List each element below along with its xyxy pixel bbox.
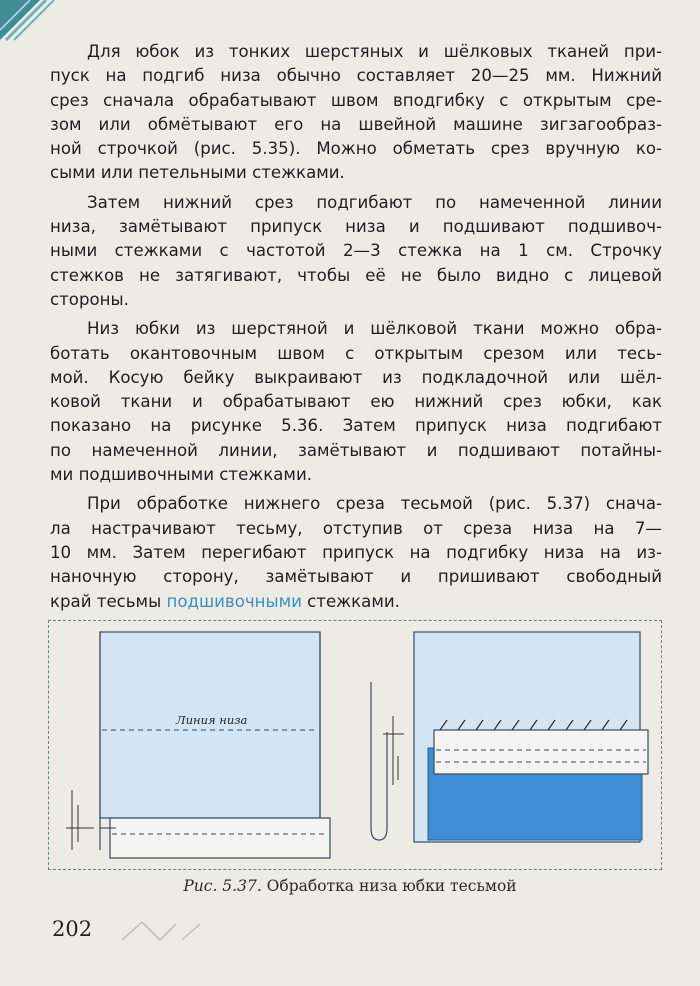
text-fragment: край тесьмы: [50, 591, 167, 611]
figure-illustration: [48, 620, 662, 870]
text-line: Низ юбки из шерстяной и шёлковой ткани можно обра-: [87, 319, 662, 339]
text-line: 10 мм. Затем перегибают припуск на подгибку низа на из-: [50, 542, 662, 562]
text-line: Затем нижний срез подгибают по намеченной линии: [87, 192, 662, 212]
text-line: ными стежками с частотой 2—3 стежка на 1 см. Строчку: [50, 241, 662, 261]
paragraph-1: [50, 40, 662, 186]
text-line: стежков не затягивают, чтобы её не было видно с лицевой: [50, 265, 662, 285]
right-diagram: [414, 632, 648, 842]
text-fragment: стежками.: [301, 591, 400, 611]
page-number: 202: [52, 917, 93, 941]
text-line: При обработке нижнего среза тесьмой (рис. 5.37) снача-: [87, 494, 662, 514]
paragraph-2: [50, 191, 662, 312]
text-line: показано на рисунке 5.36. Затем припуск низа подгибают: [50, 416, 662, 436]
text-line: наночную сторону, замётывают и пришивают свободный: [50, 567, 662, 587]
text-line: низа, замётывают припуск низа и подшивают подшивоч-: [50, 217, 662, 237]
text-line: ботать окантовочным швом с открытым срезом или тесь-: [50, 343, 662, 363]
decorative-lines: [120, 918, 210, 944]
text-line: Для юбок из тонких шерстяных и шёлковых тканей при-: [87, 42, 662, 61]
tape-strip: [110, 818, 330, 858]
text-line: по намеченной линии, замётывают и подшивают потайны-: [50, 440, 662, 460]
text-line: пуск на подгиб низа обычно составляет 20—25 мм. Нижний: [50, 66, 662, 86]
highlighted-term: подшивочными: [166, 591, 302, 611]
fold-loop: [371, 682, 387, 840]
caption-number: Рис. 5.37.: [183, 877, 262, 895]
hem-line-label: Линия низа: [176, 713, 248, 727]
text-line: [50, 590, 662, 614]
text-line: ковой ткани и обрабатывают ею нижний срез юбки, как: [50, 392, 662, 412]
left-diagram: [66, 632, 330, 858]
text-line: стороны.: [50, 289, 129, 309]
text-line: ла настрачивают тесьму, отступив от среза низа на 7—: [50, 518, 662, 538]
text-line: ной строчкой (рис. 5.35). Можно обметать срез вручную ко-: [50, 139, 662, 159]
text-line: ми подшивочными стежками.: [50, 465, 312, 485]
paragraph-3: [50, 317, 662, 487]
text-line: мой. Косую бейку выкраивают из подкладочной или шёл-: [50, 367, 662, 387]
text-line: сыми или петельными стежками.: [50, 163, 345, 183]
figure-caption: [0, 877, 700, 895]
paragraph-4: [50, 492, 662, 613]
tape-strip-right: [434, 730, 648, 774]
caption-text: Обработка низа юбки тесьмой: [261, 877, 517, 895]
middle-diagram: [371, 682, 404, 840]
body-text: [50, 40, 662, 619]
text-line: срез сначала обрабатывают швом вподгибку с открытым сре-: [50, 90, 662, 110]
text-line: зом или обмётывают его на швейной машине зигзагообраз-: [50, 114, 662, 134]
